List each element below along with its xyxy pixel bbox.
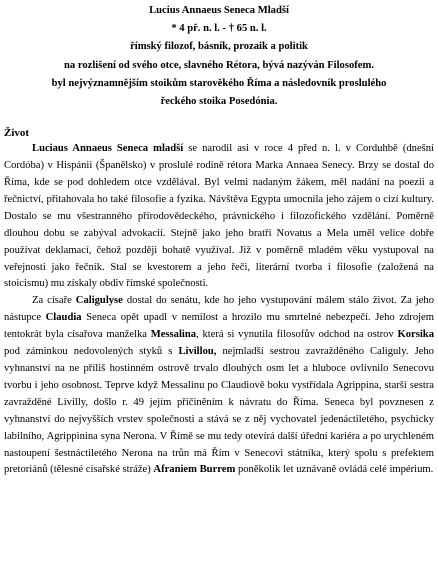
name-korsika: Korsika <box>397 329 434 341</box>
p2-text-3: Seneca opět upadl v nemilost a hrozilo mu smrtelné nebezpečí. Jeho zdrojem tentokrát byla císařova manželka <box>4 312 434 341</box>
name-caligula: Caligulyse <box>75 295 123 307</box>
document-header <box>4 2 434 111</box>
p2-text-4: , která si vynutila filosofův odchod na ostrov <box>196 329 398 341</box>
paragraph-early-life <box>4 141 434 293</box>
name-burrus: Afraniem Burrem <box>153 464 236 476</box>
significance-line: byl nejvýznamnějším stoikům starověkého Říma a následovník proslulého <box>51 77 387 89</box>
name-messalina: Messalina <box>150 329 197 341</box>
epithet-line: na rozlišení od svého otce, slavného Rétora, bývá nazýván Filosofem. <box>64 59 374 71</box>
p2-text-6: nejmladší sestrou zavražděného Caliguly. Jeho vyhnanství na ne příliš hostinném ostrově trvalo dlouhých osm let a hluboce ovlivnilo Senecovu tvorbu i jeho osobnost. Teprve když Messalinu po Claudiově boku vystřídala Agrippina, starší sestra zavražděné Livilly, došlo r. 49 jejím přičiněním k návratu do Říma. Seneca byl povznesen z vyhnanství do nejvyšších vrstev společnosti a stává se z něj vychovatel jedenáctiletého, psychicky labilního, Agrippinina syna Nerona. V Římě se mu tedy otevírá další úřední kariéra a po urychleném nastoupení šestnáctiletého Nerona na trůn má Řím v Senecovi státníka, který spolu s prefektem pretoriánů (tělesné císařské stráže) <box>4 346 434 476</box>
p2-text-2: dostal do senátu, kde ho jeho vystupování málem stálo život. Za jeho nástupce <box>4 295 435 324</box>
title-name: Lucius Annaeus Seneca Mladší <box>149 5 289 16</box>
paragraph-1-text: se narodil asi v roce 4 před n. l. v Corduhbě (dnešní Cordóba) v Hispánii (Španělsko) v proslulé rodině rétora Marka Annaea Senecy. Brzy se dostal do Říma, kde se pod dohledem otce vzdělával. Byl velmi nadaným žákem, měl nadání na poezii a řečnictví, přitahovala ho také filosofie a fyzika. Návštěva Egypta umocnila jeho zájem o cizí kultury. Dostalo se mu všestranného přírodovědeckého, právnického i filozofického vzdělání. Poměrně dlouhou dobu se zabýval advokacií. Stejně jako jeho bratři Novatus a Mela uměl velice dobře používat deklamací, čehož později bohatě využíval. Již v poměrně mladém věku vystupoval na veřejnosti jako řečník. Stal se kvestorem a jeho řeči, literární tvorba i filosofie (založená na stoicismu) mu získaly obdiv římské společnosti. <box>4 143 435 290</box>
name-livilla: Livillou, <box>178 346 217 358</box>
occupation-line: římský filozof, básník, prozaik a politik <box>130 41 308 53</box>
name-claudius: Claudia <box>45 312 82 324</box>
life-dates: * 4 př. n. l. - † 65 n. l. <box>171 23 267 35</box>
p2-text-1: Za císaře <box>32 295 76 307</box>
subject-name: Luciaus Annaeus Seneca mladší <box>32 143 184 155</box>
significance-line-2: řeckého stoika Posedónia. <box>160 96 278 108</box>
paragraph-politics <box>4 293 434 479</box>
p2-text-5: pod záminkou nedovolených styků s <box>4 346 179 358</box>
section-heading-zivot: Život <box>4 127 30 140</box>
p2-text-7: poněkolik let uznávaně ovládá celé impérium. <box>235 464 434 476</box>
